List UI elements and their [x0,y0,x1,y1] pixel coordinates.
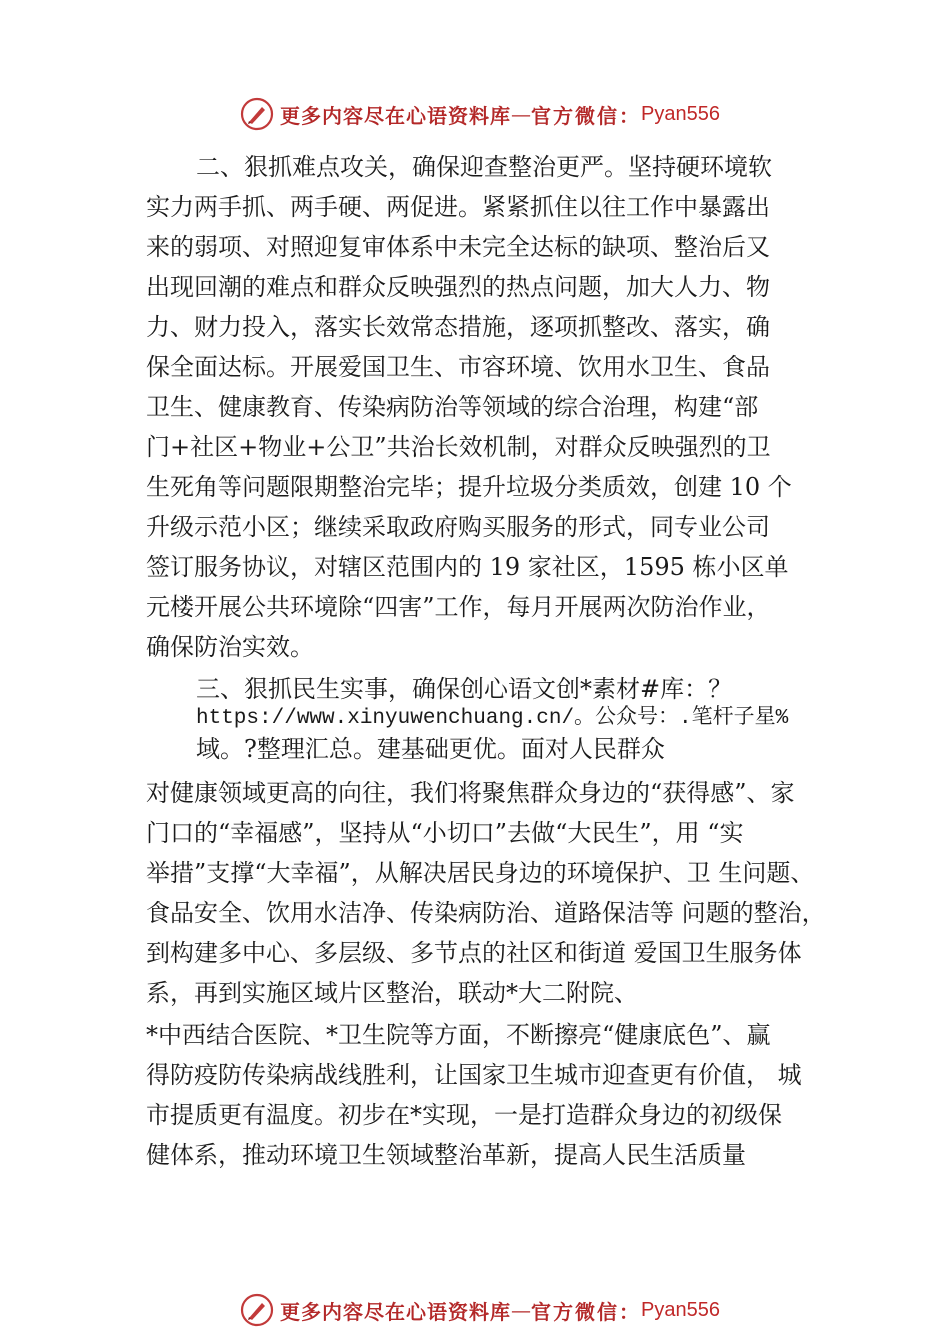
text-line: 健体系，推动环境卫生领域整治革新，提高人民生活质量 [146,1141,746,1169]
text-line: 出现回潮的难点和群众反映强烈的热点问题，加大人力、物 [146,273,770,301]
text-line: 系，再到实施区域片区整治，联动*大二附院、 [146,979,638,1007]
banner-separator: — [511,102,531,126]
url-line: https://www.xinyuwenchuang.cn/。公众号：.笔杆子星% [196,707,789,730]
header-banner [0,94,950,134]
banner-text: 更多内容尽在心语资料库 [280,103,511,128]
text-line: 得防疫防传染病战线胜利，让国家卫生城市迎查更有价值， 城 [146,1061,802,1089]
text-line: 保全面达标。开展爱国卫生、市容环境、饮用水卫生、食品 [146,353,770,381]
text-line: 升级示范小区；继续采取政府购买服务的形式，同专业公司 [146,513,770,541]
text-line: 食品安全、饮用水洁净、传染病防治、道路保洁等 问题的整治， [146,899,826,927]
text-line: 门+社区+物业+公卫”共治长效机制，对群众反映强烈的卫 [146,433,771,461]
text-line: 对健康领域更高的向往，我们将聚焦群众身边的“获得感”、家 [146,779,795,807]
text-line: 确保防治实效。 [146,633,314,661]
text-line: 力、财力投入，落实长效常态措施，逐项抓整改、落实，确 [146,313,770,341]
text-line: 市提质更有温度。初步在*实现，一是打造群众身边的初级保 [146,1101,782,1129]
text-line: 来的弱项、对照迎复审体系中未完全达标的缺项、整治后又 [146,233,770,261]
text-line: 门口的“幸福感”，坚持从“小切口”去做“大民生”，用 “实 [146,819,744,847]
text-line: 三、狠抓民生实事，确保创心语文创*素材#库：？ [196,675,733,703]
text-line: 卫生、健康教育、传染病防治等领域的综合治理，构建“部 [146,393,759,421]
text-line: 举措”支撑“大幸福”，从解决居民身边的环境保护、卫 生问题、 [146,859,815,887]
banner-id: Pyan556 [641,1298,720,1321]
pen-logo-icon [240,1293,274,1327]
text-line: 元楼开展公共环境除“四害”工作，每月开展两次防治作业， [146,593,771,621]
pen-logo-icon [240,97,274,131]
text-line: 签订服务协议，对辖区范围内的 19 家社区，1595 栋小区单 [146,553,789,581]
banner-separator: — [511,1298,531,1322]
text-line: 到构建多中心、多层级、多节点的社区和街道 爱国卫生服务体 [146,939,802,967]
footer-banner [0,1290,950,1330]
banner-text: 更多内容尽在心语资料库 [280,1299,511,1324]
text-line: *中西结合医院、*卫生院等方面，不断擦亮“健康底色”、赢 [146,1021,771,1049]
text-line: 实力两手抓、两手硬、两促进。紧紧抓住以往工作中暴露出 [146,193,770,221]
text-line: 域。?整理汇总。建基础更优。面对人民群众 [196,735,665,763]
banner-label: 官方微信： [531,103,641,128]
text-line: 生死角等问题限期整治完毕；提升垃圾分类质效，创建 10 个 [146,473,792,501]
text-line: 二、狠抓难点攻关，确保迎查整治更严。坚持硬环境软 [196,153,772,181]
banner-label: 官方微信： [531,1299,641,1324]
banner-id: Pyan556 [641,102,720,125]
